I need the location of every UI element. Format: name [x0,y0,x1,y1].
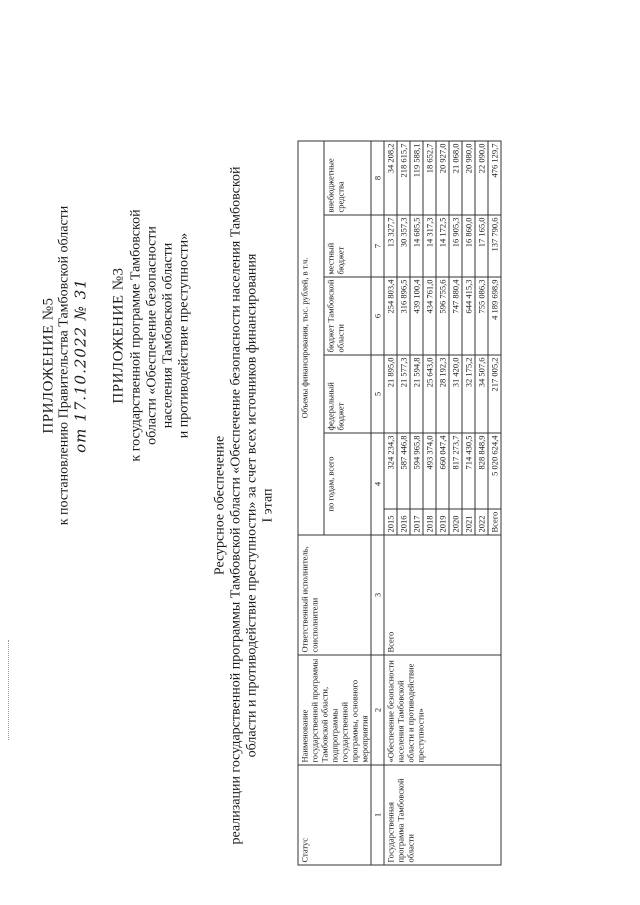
header-row-1 [298,141,324,865]
appendix3-title: ПРИЛОЖЕНИЕ №3 [110,266,126,404]
colnum: 1 [371,765,384,865]
year-cell: 2022 [475,509,488,535]
colnum: 2 [371,655,384,765]
federal-cell: 28 192,3 [436,355,449,433]
total-label: Всего [488,509,501,535]
year-cell: 2016 [397,509,410,535]
extra-cell: 21 068,0 [449,141,462,215]
financing-table [297,140,501,865]
year-cell: 2017 [410,509,423,535]
extra-cell: 119 588,1 [410,141,423,215]
colnum: 7 [371,215,384,277]
colnum: 6 [371,277,384,355]
colnum: 4 [371,433,384,535]
resolution-ref: к постановлению Правительства Тамбовской области [56,205,71,525]
total-cell: 817 273,7 [449,433,462,509]
program-ref-line2: области «Обеспечение безопасности [144,225,159,445]
federal-cell: 25 643,0 [423,355,436,433]
local-cell: 30 357,3 [397,215,410,277]
handwritten-date-number: от 17.10.2022 № 31 [71,277,89,453]
program-header [110,185,192,485]
federal-cell: 21 594,8 [410,355,423,433]
total-cell: 594 965,8 [410,433,423,509]
regional-cell: 596 755,6 [436,277,449,355]
year-cell: 2020 [449,509,462,535]
extra-cell: 20 980,0 [462,141,475,215]
local-cell: 17 165,0 [475,215,488,277]
extra-cell: 218 615,7 [397,141,410,215]
document-title [212,145,276,865]
federal-cell: 21 895,0 [384,355,397,433]
regional-cell: 434 761,0 [423,277,436,355]
title-line2: реализации государственной программы Тамбовской области «Обеспечение безопасности населения Тамбовской [228,166,243,844]
header-federal: федеральный бюджет [324,355,371,433]
regional-cell: 4 189 698,9 [488,277,501,355]
total-cell: 828 848,9 [475,433,488,509]
year-cell: 2015 [384,509,397,535]
federal-cell: 32 175,2 [462,355,475,433]
header-extrabudget: внебюджетные средства [324,141,371,215]
regional-cell: 747 880,4 [449,277,462,355]
local-cell: 13 327,7 [384,215,397,277]
extra-cell: 20 927,0 [436,141,449,215]
federal-cell: 31 420,0 [449,355,462,433]
regional-cell: 316 896,5 [397,277,410,355]
table-row [384,141,397,865]
header-regional: бюджет Тамбовской области [324,277,371,355]
colnum: 5 [371,355,384,433]
resolution-header [40,205,88,525]
header-volumes: Объемы финансирования, тыс. рублей, в т.ч. [298,141,324,535]
total-cell: 5 020 624,4 [488,433,501,509]
local-cell: 16 905,3 [449,215,462,277]
colnum: 3 [371,535,384,655]
total-cell: 493 374,0 [423,433,436,509]
header-local: местный бюджет [324,215,371,277]
program-ref-line3: населения Тамбовской области [160,242,175,428]
column-number-row [371,141,384,865]
year-cell: 2021 [462,509,475,535]
extra-cell: 22 090,0 [475,141,488,215]
extra-cell: 476 129,7 [488,141,501,215]
total-cell: 714 430,5 [462,433,475,509]
federal-cell: 34 507,6 [475,355,488,433]
federal-cell: 21 577,3 [397,355,410,433]
local-cell: 14 317,3 [423,215,436,277]
program-ref-line4: и противодействие преступности» [176,232,191,438]
local-cell: 137 790,6 [488,215,501,277]
local-cell: 14 172,5 [436,215,449,277]
header-status: Статус [298,765,371,865]
header-executor: Ответственный исполнитель, соисполнители [298,535,371,655]
federal-cell: 217 005,2 [488,355,501,433]
extra-cell: 18 652,7 [423,141,436,215]
header-name: Наименование государственной программы Тамбовской области, подпрограммы государственной программы, основного мероприятия [298,655,371,765]
header-by-years: по годам, всего [324,433,371,535]
program-ref-line1: к государственной программе Тамбовской [128,208,143,462]
regional-cell: 254 803,4 [384,277,397,355]
local-cell: 16 860,0 [462,215,475,277]
title-line3: области и противодействие преступности» за счет всех источников финансирования [244,253,259,757]
regional-cell: 644 415,3 [462,277,475,355]
total-cell: 324 234,3 [384,433,397,509]
title-line4: I этап [260,488,275,522]
total-cell: 587 446,8 [397,433,410,509]
year-cell: 2018 [423,509,436,535]
appendix5-title: ПРИЛОЖЕНИЕ №5 [40,296,56,434]
local-cell: 14 685,5 [410,215,423,277]
regional-cell: 755 086,3 [475,277,488,355]
status-cell: Государственная программа Тамбовской области [384,765,501,865]
colnum: 8 [371,141,384,215]
regional-cell: 439 100,4 [410,277,423,355]
total-cell: 660 047,4 [436,433,449,509]
executor-cell: Всего [384,535,501,655]
extra-cell: 34 208,2 [384,141,397,215]
program-name-cell: «Обеспечение безопасности населения Тамбовской области и противодействие преступности» [384,655,501,765]
year-cell: 2019 [436,509,449,535]
title-line1: Ресурсное обеспечение [212,435,227,575]
